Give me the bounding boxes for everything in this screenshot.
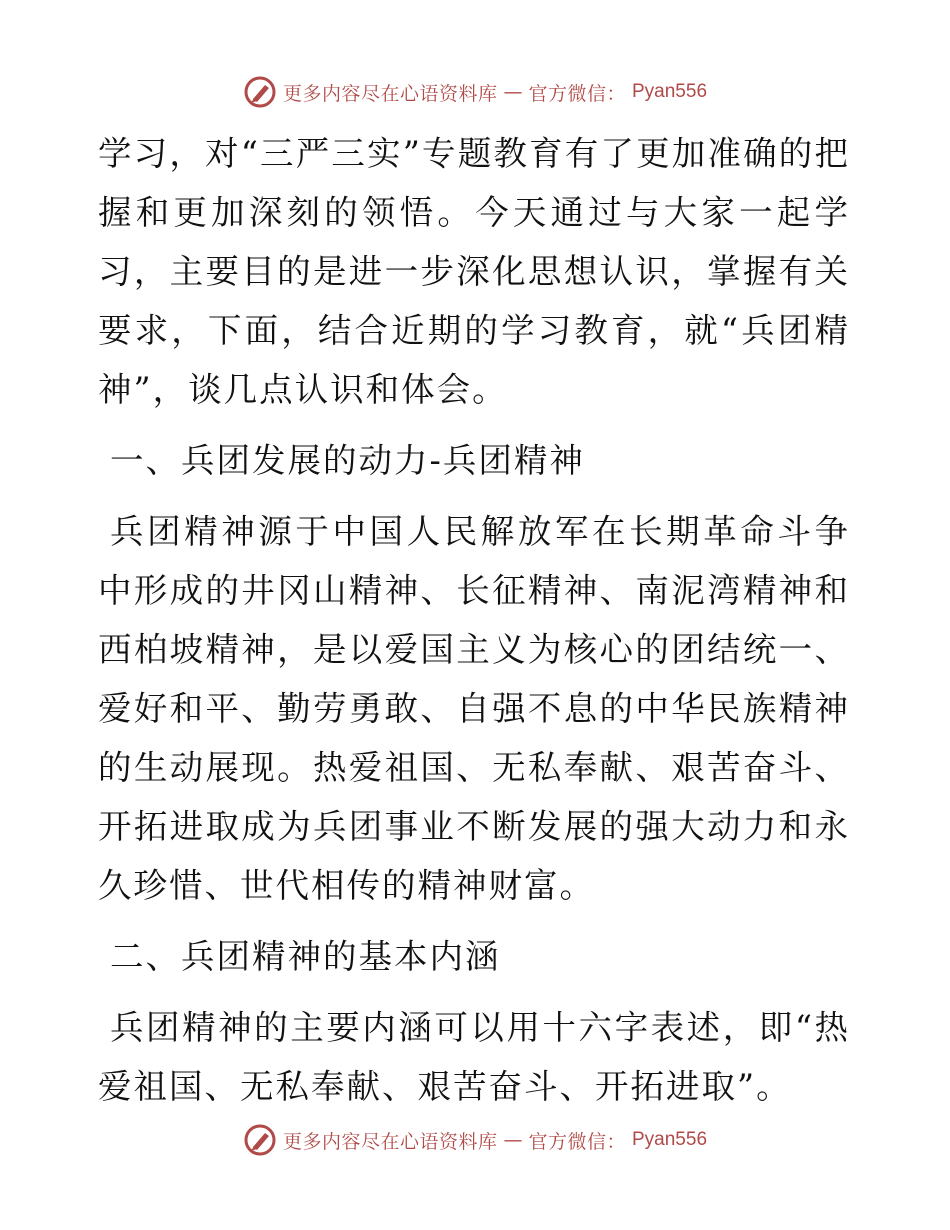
watermark-separator: — <box>503 81 523 103</box>
paragraph-section-2: 兵团精神的主要内涵可以用十六字表述，即“热爱祖国、无私奉献、艰苦奋斗、开拓进取”。 <box>98 1008 850 1106</box>
header-watermark <box>0 72 950 112</box>
heading-section-1: 一、兵团发展的动力-兵团精神 <box>110 441 585 480</box>
watermark-text: 更多内容尽在心语资料库 <box>282 1130 498 1153</box>
watermark-label: 官方微信： <box>528 1130 626 1153</box>
watermark-wechat-id: Pyan556 <box>632 1129 708 1150</box>
pen-logo-icon <box>243 75 277 109</box>
watermark-separator: — <box>503 1129 523 1151</box>
paragraph-intro: 学习，对“三严三实”专题教育有了更加准确的把握和更加深刻的领悟。今天通过与大家一起学习，主要目的是进一步深化思想认识，掌握有关要求，下面，结合近期的学习教育，就“兵团精神”，谈几点认识和体会。 <box>98 134 850 409</box>
watermark-wechat-id: Pyan556 <box>632 81 708 102</box>
watermark-label: 官方微信： <box>528 82 626 105</box>
pen-logo-icon <box>243 1123 277 1157</box>
footer-watermark <box>0 1120 950 1160</box>
watermark-text: 更多内容尽在心语资料库 <box>282 82 498 105</box>
paragraph-section-1: 兵团精神源于中国人民解放军在长期革命斗争中形成的井冈山精神、长征精神、南泥湾精神和西柏坡精神，是以爱国主义为核心的团结统一、爱好和平、勤劳勇敢、自强不息的中华民族精神的生动展现。热爱祖国、无私奉献、艰苦奋斗、开拓进取成为兵团事业不断发展的强大动力和永久珍惜、世代相传的精神财富。 <box>98 512 850 905</box>
document-body <box>98 124 850 1116</box>
heading-section-2: 二、兵团精神的基本内涵 <box>110 937 501 976</box>
